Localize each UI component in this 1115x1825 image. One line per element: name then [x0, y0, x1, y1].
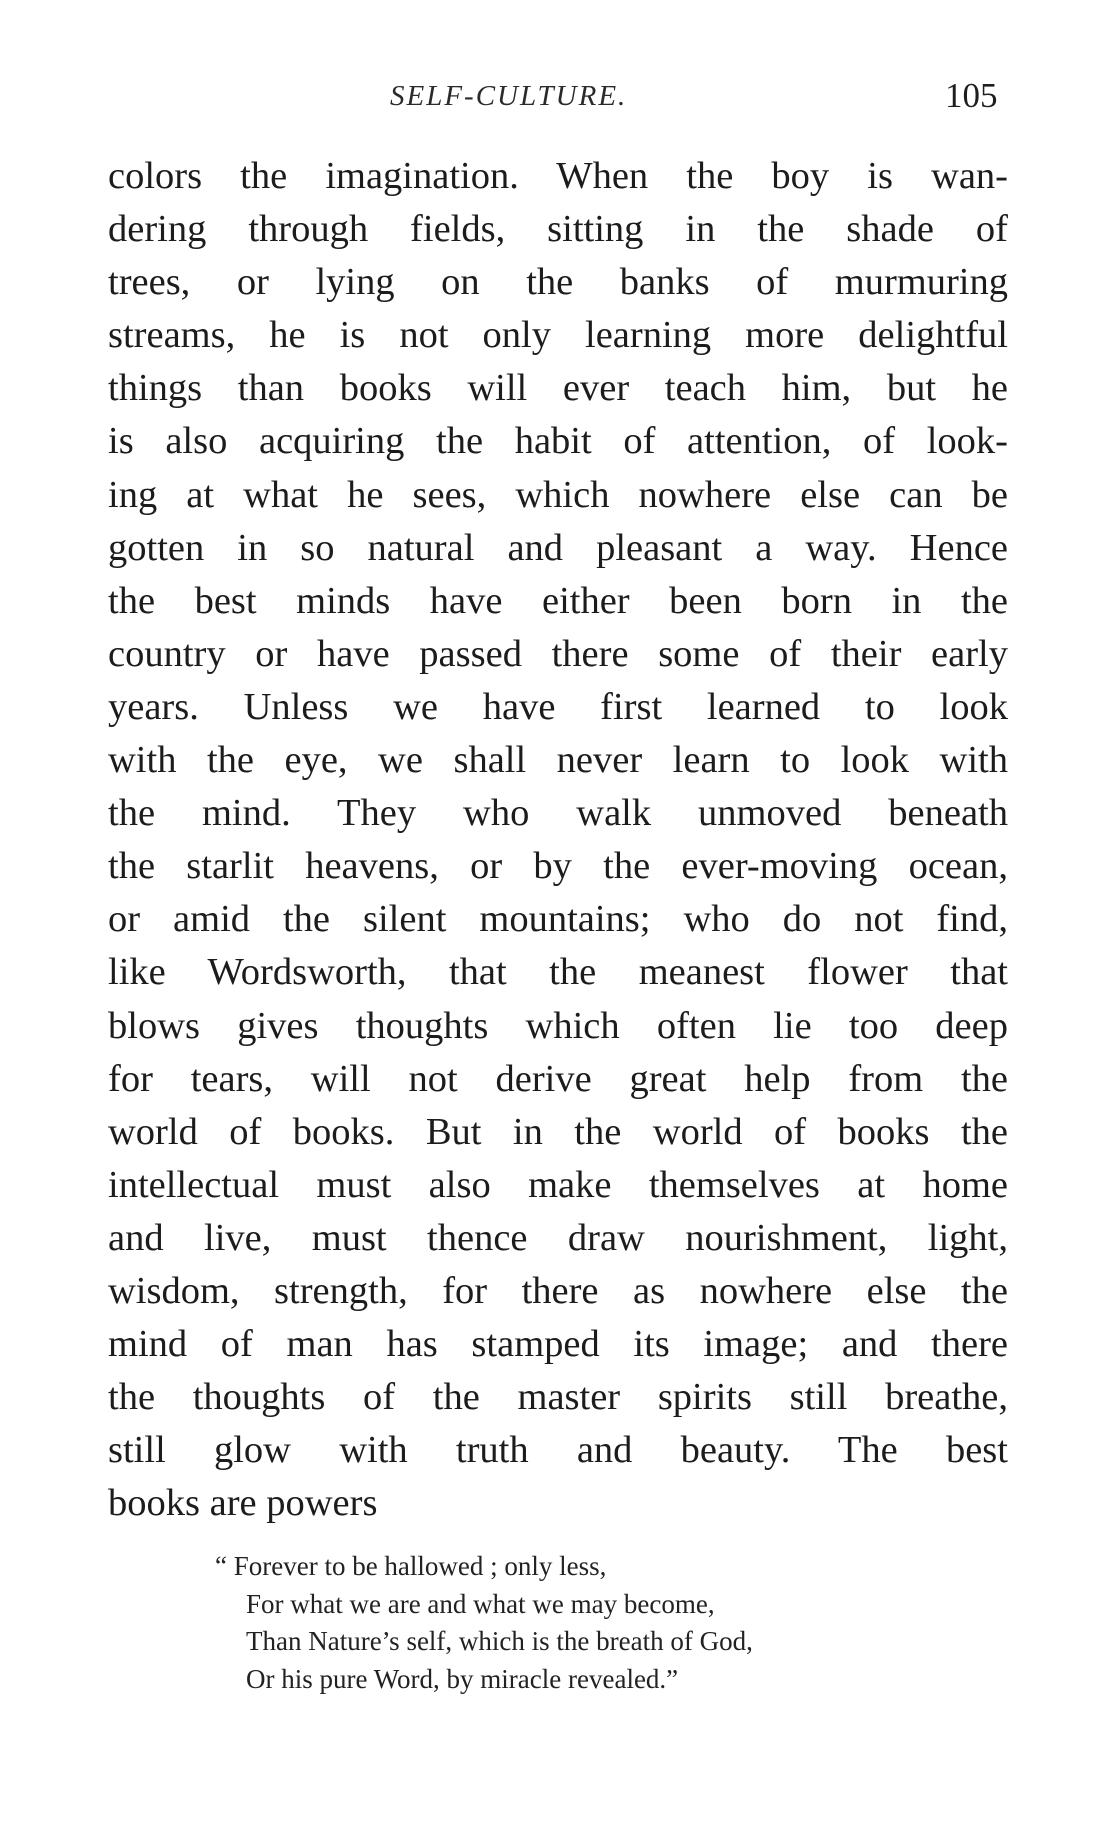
running-title: SELF-CULTURE.: [390, 80, 628, 112]
text-line: gotten in so natural and pleasant a way. Hence: [108, 526, 1008, 569]
text-line: for tears, will not derive great help from the: [108, 1057, 1008, 1100]
running-head: [0, 76, 1115, 120]
text-line: the starlit heavens, or by the ever-moving ocean,: [108, 845, 1008, 888]
quote-line: Or his pure Word, by miracle revealed.”: [246, 1663, 679, 1694]
text-line: streams, he is not only learning more delightful: [108, 314, 1008, 357]
text-line: the thoughts of the master spirits still breathe,: [108, 1376, 1008, 1419]
quote-line: For what we are and what we may become,: [246, 1588, 715, 1619]
text-line: wisdom, strength, for there as nowhere else the: [108, 1269, 1008, 1312]
text-line: like Wordsworth, that the meanest flower that: [108, 951, 1008, 994]
text-line: world of books. But in the world of books the: [108, 1110, 1008, 1153]
text-line: colors the imagination. When the boy is wan-: [108, 155, 1008, 197]
text-line: country or have passed there some of their early: [108, 632, 1008, 675]
text-line: the mind. They who walk unmoved beneath: [108, 792, 1008, 835]
text-line: or amid the silent mountains; who do not find,: [108, 898, 1008, 941]
text-line: with the eye, we shall never learn to look with: [108, 739, 1008, 782]
text-line: mind of man has stamped its image; and there: [108, 1323, 1008, 1366]
body-paragraph: [108, 150, 1008, 1530]
quote-line: “ Forever to be hallowed ; only less,: [215, 1551, 607, 1581]
text-line: books are powers: [108, 1482, 378, 1525]
block-quote: [215, 1548, 753, 1698]
text-line: things than books will ever teach him, but he: [108, 367, 1008, 410]
page-number: 105: [945, 76, 998, 115]
text-line: is also acquiring the habit of attention, of look-: [108, 420, 1008, 463]
text-line: still glow with truth and beauty. The best: [108, 1429, 1008, 1472]
text-line: blows gives thoughts which often lie too deep: [108, 1004, 1008, 1047]
text-line: dering through fields, sitting in the shade of: [108, 208, 1008, 251]
text-line: years. Unless we have first learned to look: [108, 685, 1008, 728]
text-line: and live, must thence draw nourishment, light,: [108, 1216, 1008, 1259]
quote-line: Than Nature’s self, which is the breath of God,: [246, 1626, 753, 1656]
text-line: intellectual must also make themselves at home: [108, 1163, 1008, 1206]
text-line: the best minds have either been born in the: [108, 579, 1008, 622]
text-line: ing at what he sees, which nowhere else can be: [108, 473, 1008, 516]
text-line: trees, or lying on the banks of murmuring: [108, 261, 1008, 304]
